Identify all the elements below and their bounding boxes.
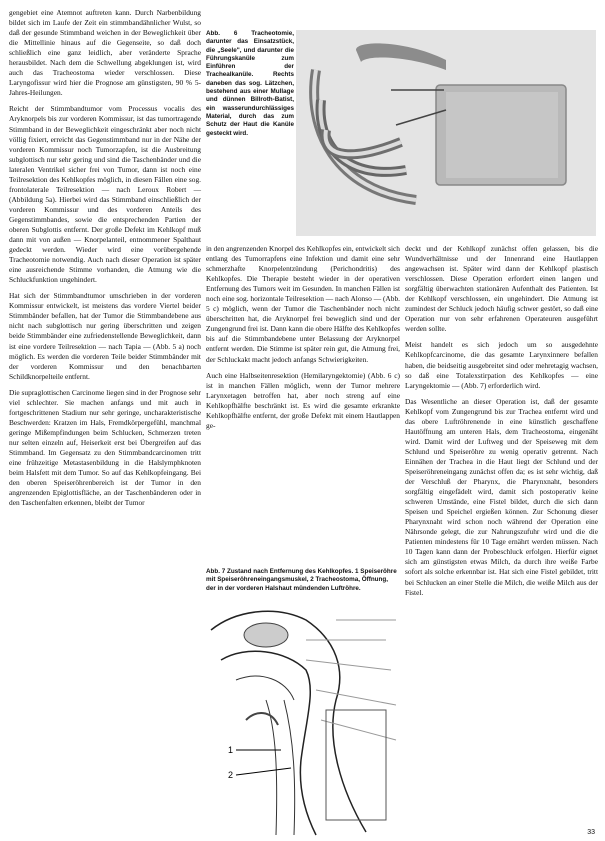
column-left (9, 8, 201, 514)
paragraph: Das Wesentliche an dieser Operation ist, daß der gesamte Kehlkopf vom Zungengrund bis zur Trachea entfernt wird und das obere Luftröhrenende in eine künstlich geschaffene Hautöffnung am unteren Hals, dem Tracheostoma, eingenäht wird. Damit wird der Luftweg und der Speiseweg mit dem Schlund und Speiseröhre zu wenig operativ getrennt. Nach Einnähen der Trachea in die Haut liegt der Schlund und der Speiseröhreneingang zunächst offen da; es ist sehr wichtig, daß der Verschluß der Pharynx, die Pharynxnaht, besonders sorgfältig eingefädelt wird, damit sich postoperativ keine schweren Umstände, eine Fistel bildet, durch die sich dann Speisen und Speichel ergießen können. Zur Schonung dieser Pharynxnaht wird schon noch während der Operation eine Nährsonde gelegt, die zur Nahrungszufuhr wird und die die Patienten mindestens für 10 Tage ernährt werden müssen. Nach 10 Tagen kann dann der Probeschluck erfolgen. Hierfür eignet sich am günstigsten etwas Milch, da durch ihre weiße Farbe sofort als solche erkennbar ist. Hat sich eine Fistel gebildet, tritt bei Schlucken an einer Stelle die Milch, die weiße Milch aus der Fistel. (405, 396, 598, 597)
label-2: 2 (228, 770, 234, 780)
figure-6-text: Tracheotomie, darunter das Einsatzstück, die „Seele", und darunter die Führungskanüle zum Einführen der Trachealkanüle. Rechts daneben das sog. Lätzchen, bestehend aus einer Mullage und dünnen Billroth-Batist, ein wasserundurchlässiges Material, durch das zum Schutz der Haut die Kanüle gesteckt wird. (206, 30, 294, 137)
figure-7-caption: Abb. 7 Zustand nach Entfernung des Kehlkopfes. 1 Speiseröhre mit Speiseröhreneingangsmuskel, 2 Tracheostoma, Öffnung, der in der vorderen Halshaut mündenden Luftröhre. (206, 568, 397, 592)
column-right (405, 244, 598, 604)
paragraph: gengebiet eine Atemnot auftreten kann. Durch Narbenbildung bildet sich im Laufe der Zeit ein stimmbandähnlicher Wulst, so daß der gesunde Stimmband weichen in der Beweglichkeit über die Mittellinie hinaus auf die Gegenseite, so daß doch schließlich eine ganz leidlich, aber veränderte Sprache herausbildet. Nach dem die Schwellung abgeklungen ist, wird auch das Tracheostoma wieder verschlossen. Diese Laryngofissur wird hier die Prognose am günstigsten, 90 % 5-Jahres-Heilungen. (9, 8, 201, 98)
paragraph: Reicht der Stimmbandtumor vom Processus vocalis des Aryknorpels bis zur vorderen Kommissur, ist das tumortragende Stimmband in der Beweglichkeit eingeschränkt aber noch nicht völlig fixiert, erreicht das Gegenstimmband nur in der Nähe der vorderen Kommissur noch Tumorzapfen, ist die Ausbreitung subglottisch nur sehr gering und sind die Taschenbänder und die lateralen Ventrikel sicher frei von Tumor, dann ist noch eine Teilresektion des Kehlkopfes möglich, in diesen Fällen eine sog. frontolaterale Teilresektion — nach Leroux Robert — (Abbildung 5a). Hierbei wird das Stimmband einschließlich der vorderen Kommissur und des vorderen Anteils des Gegenstimmbandes, sowie die entsprechenden Partien der oberen Subglottis entfernt. Der große Defekt im Kehlkopf muß dann mit von außen — Knorpelanteil, entnommener Spalthaut gedeckt werden. Wieder wird eine vorübergehende Tracheotomie notwendig. Auch nach dieser Operation ist später eine ausreichende Stimme vorhanden, die Atmung wie die Schluckfunktion ungehindert. (9, 104, 201, 285)
paragraph: in den angrenzenden Knorpel des Kehlkopfes ein, entwickelt sich entlang des Tumorrapfens eine Infektion und damit eine sehr schmerzhafte Knorpelentzündung (Perichondritis) des Kehlkopfes. Die Therapie besteht wieder in der operativen Entfernung des Tumors weit im Gesunden. In manchen Fällen ist noch eine sog. horizontale Teilresektion — nach Alonso — (Abb. 5 c) möglich, wenn der Tumor die Taschenbänder noch nicht überschritten hat, die Aryknorpel frei beweglich sind und der Zungengrund frei ist. Dann kann die obere Hälfte des Kehlkopfes bis auf die Stimmbandebene unter Belassung der Aryknorpel entfernt werden. Die Stimme ist später rein gut, die Atmung frei, der Schluckakt macht jedoch anfangs Schwierigkeiten. (206, 244, 400, 364)
tracheotomy-tubes-photo (296, 30, 596, 236)
label-1: 1 (228, 745, 234, 755)
figure-6-caption (206, 30, 294, 138)
paragraph: Meist handelt es sich jedoch um so ausgedehnte Kehlkopfcarcinome, die das gesamte Larynxinnere befallen haben, die beidseitig ausgebreitet sind oder mehretagig wachsen, so daß eine Totalexstirpation des Kehlkopfes — eine Laryngektomie — (Abb. 7) erforderlich wird. (405, 340, 598, 390)
anatomy-drawing (206, 600, 400, 836)
laryngectomy-diagram (206, 600, 400, 836)
paragraph: deckt und der Kehlkopf zunächst offen gelassen, bis die Wundverhältnisse und der Innenrand eine Hautlappen angewachsen ist. Später wird dann der Kehlkopf plastisch verschlossen. Diese Operation erfordert einen langen und sorgfältig überwachten stationären Aufenthalt des Patienten. Ist der Kehlkopf verschlossen, ein ungehindert. Die Atmung ist zumindest der Schluck jedoch häufig schwer gestört, so daß eine Operation nur von sehr erfahrenen Operateuren ausgeführt werden sollte. (405, 244, 598, 334)
paragraph: Auch eine Halbseitenresektion (Hemilaryngektomie) (Abb. 6 c) ist in manchen Fällen möglich, wenn der Tumor mehrere Larynxetagen betroffen hat, aber noch streng auf eine Kehlkopfhälfte beschränkt ist. Es wird die gesamte erkrankte Kehlkopfhälfte entfernt, der große Defekt mit einem Hautlappen ge- (206, 370, 400, 430)
paragraph: Hat sich der Stimmbandtumor umschrieben in der vorderen Kommissur entwickelt, ist meistens das vordere Viertel beider Stimmbänder befallen, hat der Tumor die Stimmbandebene aus nicht nach subglottisch nur gering überschritten und zeigen beide Stimmbänder eine zufriedenstellende Beweglichkeit, dann ist eine vordere Teilresektion — nach Tapia — (Abb. 5 a) noch möglich. Es werden die vorderen Teile beider Stimmbänder mit der vorderen Kommissur und den benachbarten Schildknorpelteile entfernt. (9, 291, 201, 381)
column-middle (206, 244, 400, 437)
tube-illustration (296, 30, 596, 236)
page-number: 33 (587, 829, 595, 836)
figure-6-label: Abb. 6 (206, 30, 238, 37)
paragraph: Die supraglottischen Carcinome liegen sind in der Prognose sehr viel schlechter. Sie machen anfangs und mit auch in fortgeschrittenen Stadium nur sehr geringe, uncharakteristische Beschwerden: Kratzen im Hals, Fremdkörpergefühl, manchmal geringe Mißempfindungen beim Schlucken, Schmerzen treten nur selten einzeln auf, Heiserkeit erst bei Übergreifen auf das Stimmband. Im Gegensatz zu den Stimmbandcarcinomen tritt eine frühzeitige Metastasenbildung in die Halslymphknoten beim Halsfett mit dem Tumor. So auf das Kehlkopfeingang. Bei den oberen Speiseröhrenbereich ist der Tumor in den angrenzenden Epiglottisfläche, an der Taschenbänderen oder in den Taschenfalten erkennen, bleibt der Tumor (9, 387, 201, 508)
